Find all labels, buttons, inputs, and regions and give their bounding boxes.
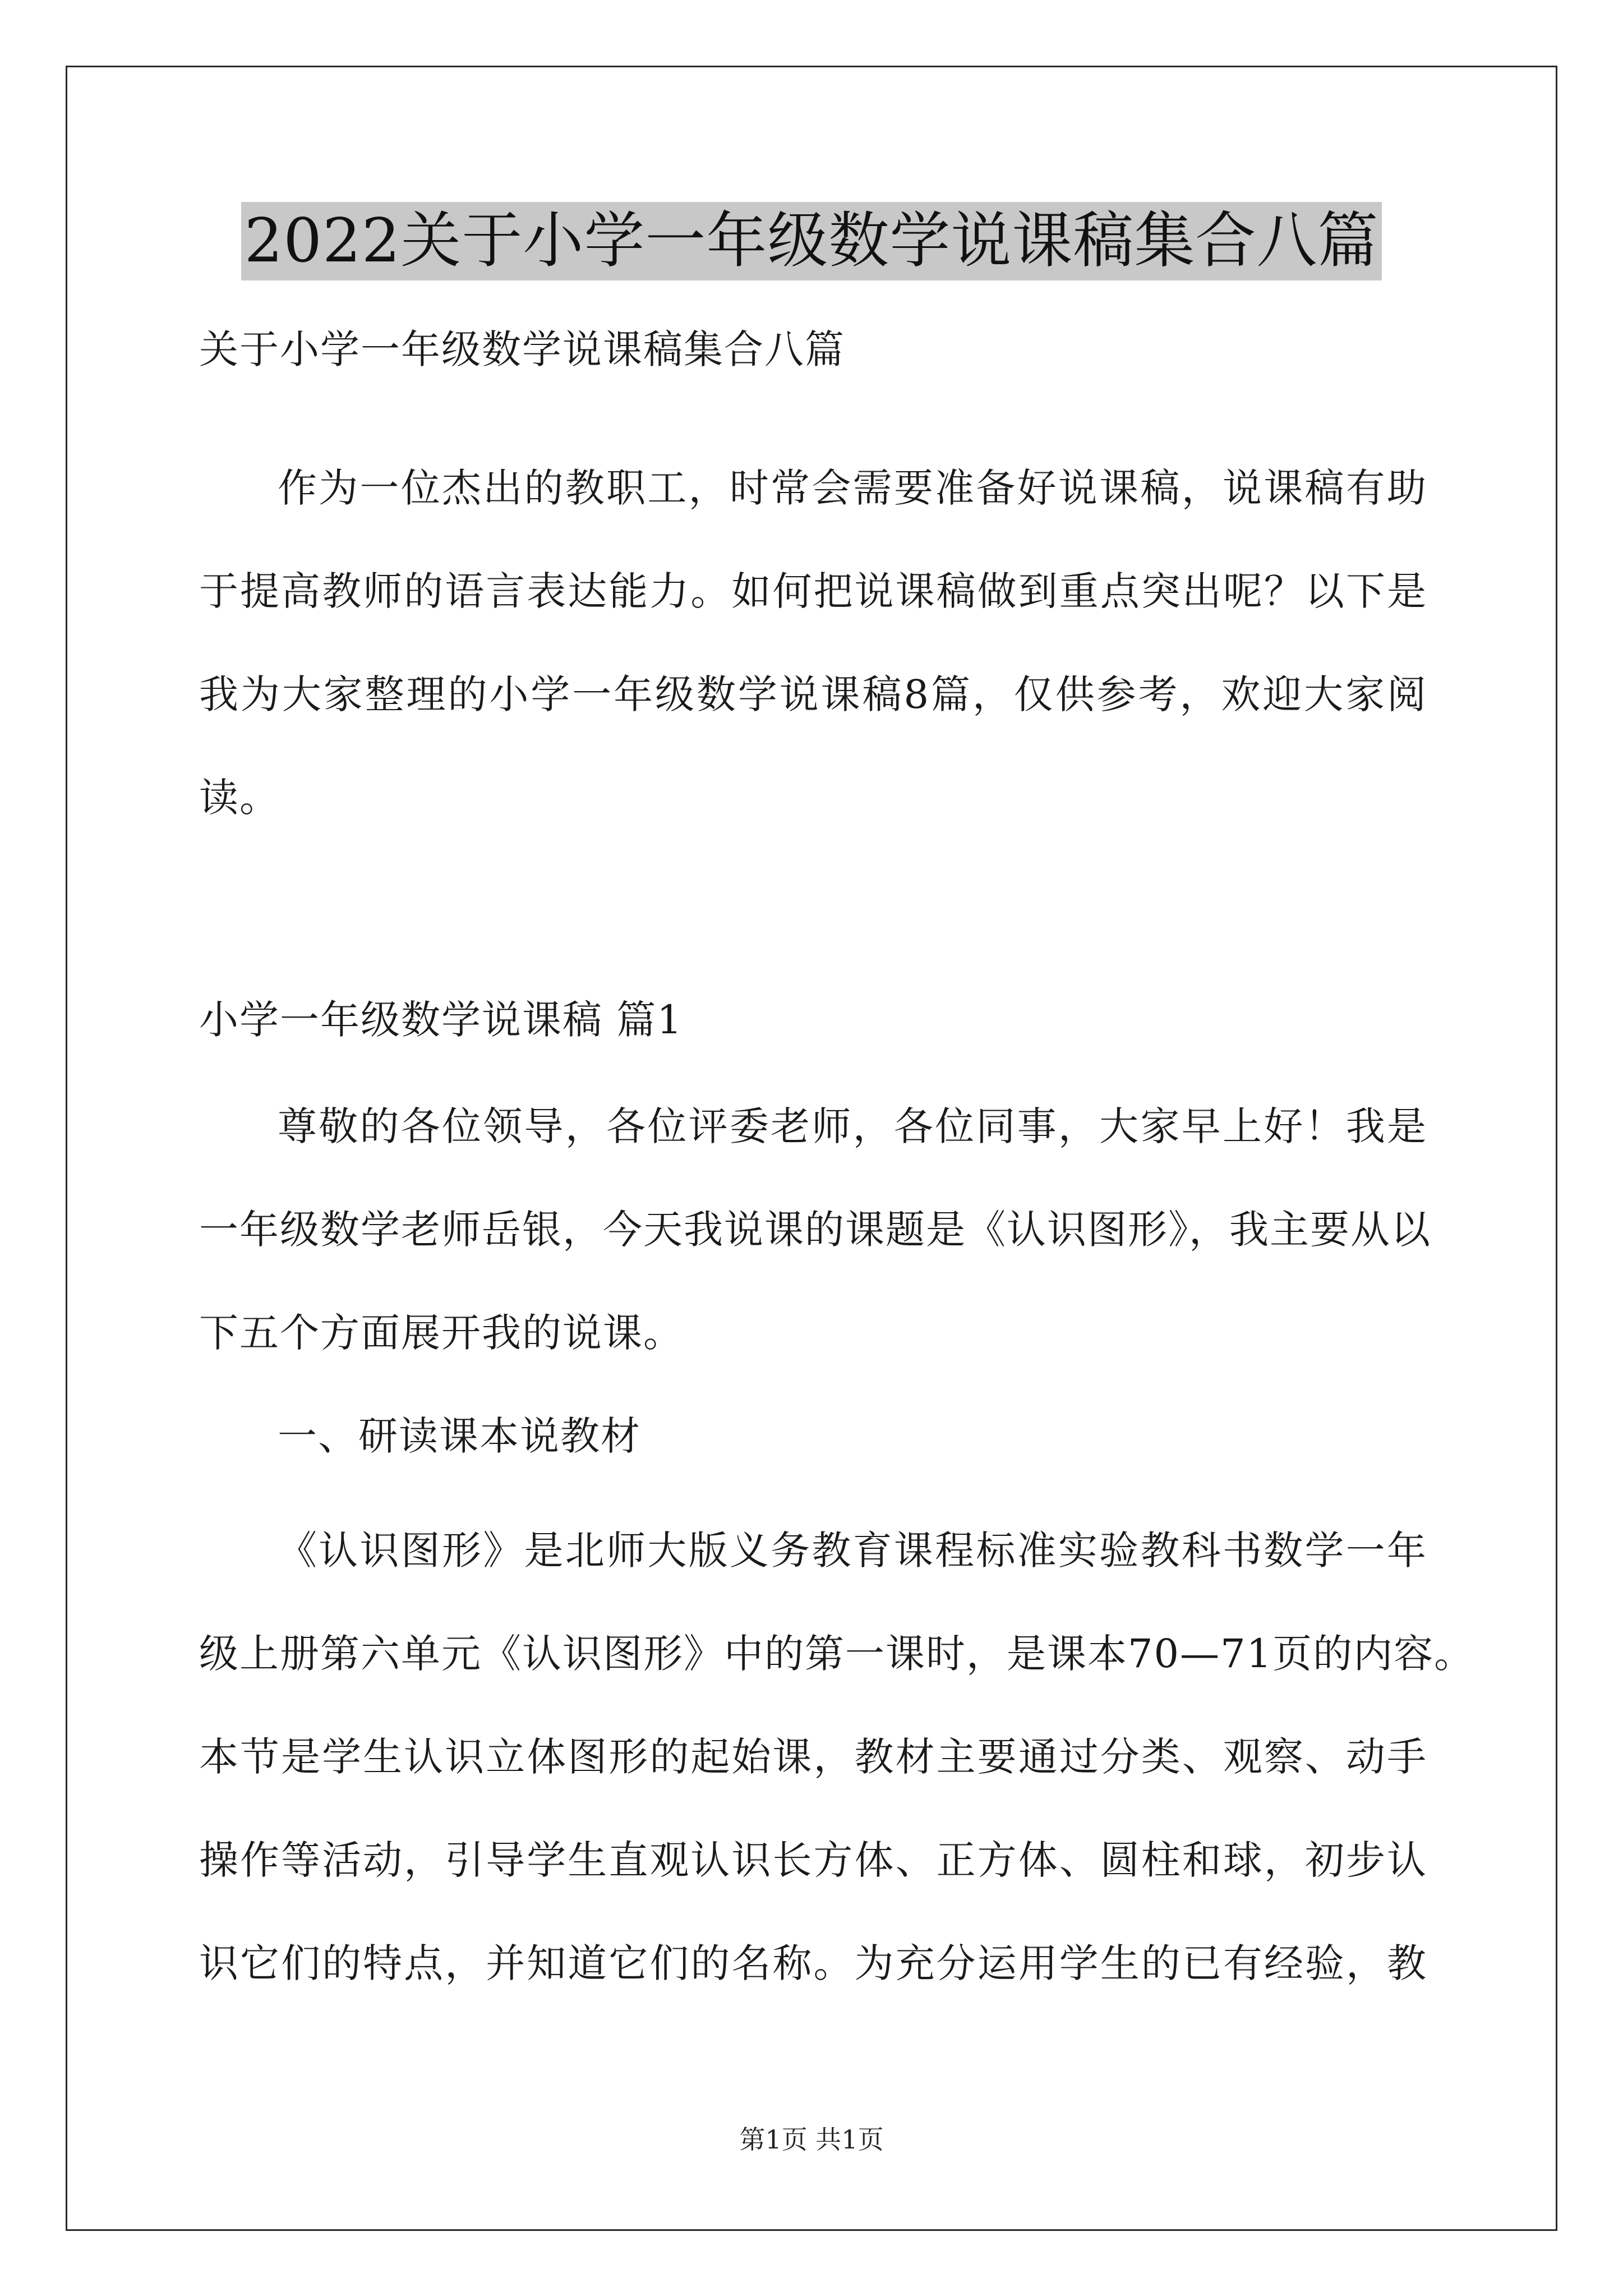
paragraph-line: 操作等活动，引导学生直观认识长方体、正方体、圆柱和球，初步认 (199, 1837, 1427, 1883)
subtitle-line: 关于小学一年级数学说课稿集合八篇 (199, 326, 845, 372)
paragraph-line: 作为一位杰出的教职工，时常会需要准备好说课稿，说课稿有助 (278, 465, 1427, 511)
document-title: 2022关于小学一年级数学说课稿集合八篇 (241, 202, 1382, 280)
section-heading: 小学一年级数学说课稿 篇1 (199, 997, 683, 1043)
paragraph-line: 于提高教师的语言表达能力。如何把说课稿做到重点突出呢？以下是 (199, 568, 1427, 614)
paragraph-line: 级上册第六单元《认识图形》中的第一课时，是课本70—71页的内容。 (199, 1631, 1475, 1677)
paragraph-line: 下五个方面展开我的说课。 (199, 1310, 684, 1356)
paragraph-line: 我为大家整理的小学一年级数学说课稿8篇，仅供参考，欢迎大家阅 (199, 671, 1427, 717)
page-number: 第1页 共1页 (739, 2124, 884, 2155)
paragraph-line: 识它们的特点，并知道它们的名称。为充分运用学生的已有经验，教 (199, 1940, 1427, 1986)
sub-heading: 一、研读课本说教材 (278, 1413, 641, 1459)
title-container (0, 202, 1623, 280)
paragraph-line: 本节是学生认识立体图形的起始课，教材主要通过分类、观察、动手 (199, 1734, 1427, 1780)
paragraph-line: 尊敬的各位领导，各位评委老师，各位同事，大家早上好！我是 (278, 1103, 1427, 1149)
paragraph-line: 一年级数学老师岳银，今天我说课的课题是《认识图形》，我主要从以 (199, 1207, 1431, 1253)
paragraph-line: 《认识图形》是北师大版义务教育课程标准实验教科书数学一年 (278, 1527, 1427, 1573)
paragraph-line: 读。 (199, 775, 280, 821)
